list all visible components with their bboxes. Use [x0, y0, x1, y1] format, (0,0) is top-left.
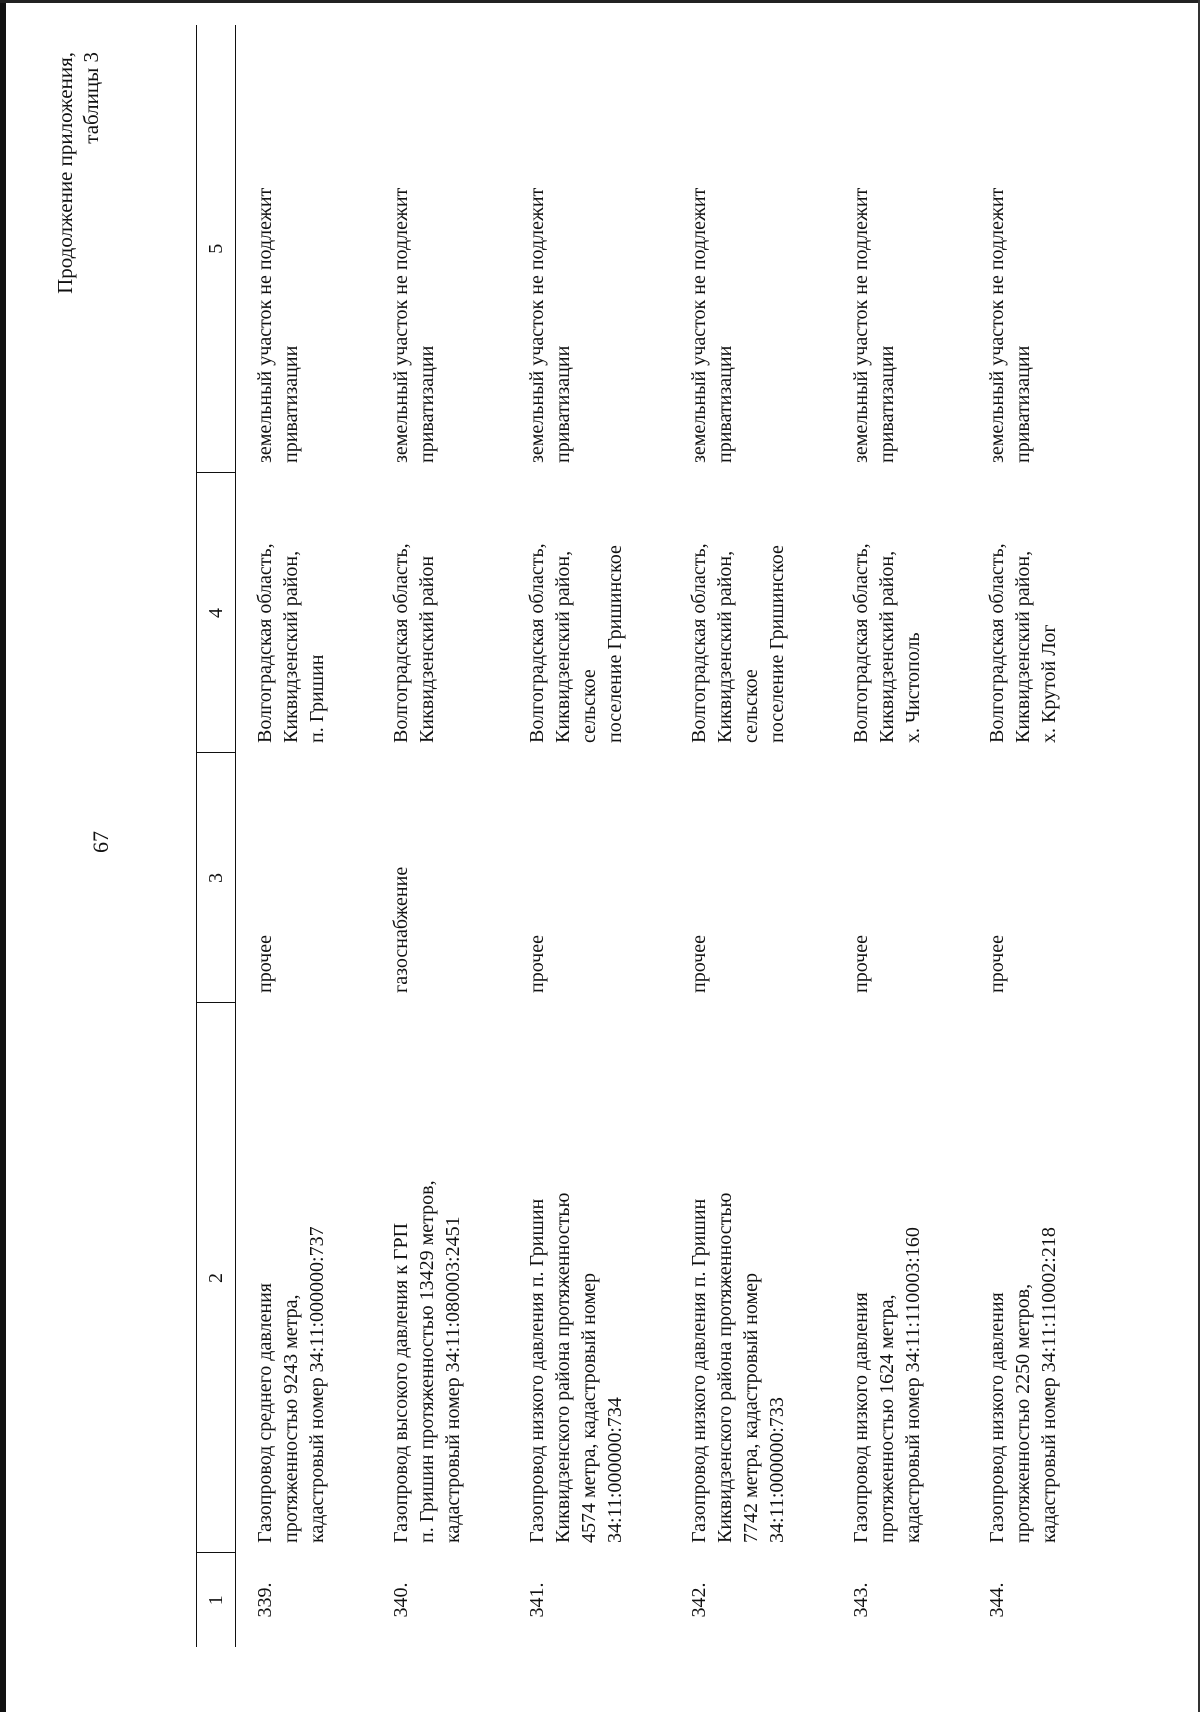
- cell-line: п. Гришин: [306, 654, 328, 743]
- purpose-cell: газоснабжение: [390, 866, 412, 993]
- property-table: [196, 25, 1104, 1647]
- cell-line: Волгоградская область,: [390, 543, 412, 743]
- cell-line: протяженностью 1624 метра,: [876, 1294, 898, 1543]
- column-header: 5: [197, 25, 236, 473]
- cell-line: х. Крутой Лог: [1038, 624, 1060, 743]
- note-cell: [670, 25, 832, 473]
- object-cell: [832, 1003, 968, 1553]
- cell-line: 4574 метра, кадастровый номер: [578, 1272, 600, 1543]
- cell-line: Волгоградская область,: [688, 543, 710, 743]
- cell-line: Газопровод низкого давления: [850, 1292, 872, 1543]
- cell-line: Волгоградская область,: [254, 543, 276, 743]
- location-cell: [968, 473, 1104, 753]
- cell-line: 34:11:000000:734: [604, 1397, 626, 1543]
- cell-line: х. Чистополь: [902, 632, 924, 743]
- cell-line: земельный участок не подлежит: [688, 187, 710, 463]
- row-number: 343.: [850, 1582, 872, 1618]
- continuation-line: Продолжение приложения,: [53, 52, 77, 294]
- cell-line: приватизации: [714, 345, 736, 463]
- cell-line: кадастровый номер 34:11:000000:737: [306, 1226, 328, 1543]
- cell-line: Киквидзенский район,: [280, 550, 302, 743]
- cell-line: Киквидзенского района протяженностью: [714, 1192, 736, 1543]
- column-header: 4: [197, 473, 236, 753]
- continuation-line: таблицы 3: [79, 52, 103, 144]
- table-row: [968, 25, 1104, 1647]
- row-number: 341.: [526, 1582, 548, 1618]
- table-row: [670, 25, 832, 1647]
- purpose-cell: прочее: [986, 935, 1008, 993]
- cell-line: 34:11:000000:733: [766, 1397, 788, 1543]
- cell-line: Киквидзенский район, сельское: [714, 550, 762, 743]
- cell-line: земельный участок не подлежит: [254, 187, 276, 463]
- table-row: [832, 25, 968, 1647]
- location-cell: [236, 473, 373, 753]
- cell-line: земельный участок не подлежит: [390, 187, 412, 463]
- column-header: 1: [197, 1553, 236, 1647]
- column-header: 3: [197, 753, 236, 1003]
- location-cell: [670, 473, 832, 753]
- cell-line: Газопровод низкого давления: [986, 1292, 1008, 1543]
- cell-line: Волгоградская область,: [526, 543, 548, 743]
- purpose-cell: прочее: [526, 935, 548, 993]
- cell-line: поселение Гришинское: [766, 545, 788, 743]
- object-cell: [670, 1003, 832, 1553]
- cell-line: Газопровод низкого давления п. Гришин: [688, 1198, 710, 1543]
- cell-line: Киквидзенский район,: [876, 550, 898, 743]
- row-number: 342.: [688, 1582, 710, 1618]
- continuation-note: [52, 52, 104, 352]
- location-cell: [372, 473, 508, 753]
- row-number: 340.: [390, 1582, 412, 1618]
- note-cell: [832, 25, 968, 473]
- object-cell: [968, 1003, 1104, 1553]
- cell-line: Киквидзенский район: [416, 555, 438, 743]
- location-cell: [832, 473, 968, 753]
- note-cell: [508, 25, 670, 473]
- table-row: [508, 25, 670, 1647]
- note-cell: [236, 25, 373, 473]
- cell-line: п. Гришин протяженностью 13429 метров,: [416, 1180, 438, 1543]
- note-cell: [968, 25, 1104, 473]
- cell-line: кадастровый номер 34:11:110003:160: [902, 1227, 924, 1543]
- column-header: 2: [197, 1003, 236, 1553]
- cell-line: Газопровод низкого давления п. Гришин: [526, 1198, 548, 1543]
- cell-line: земельный участок не подлежит: [526, 187, 548, 463]
- object-cell: [508, 1003, 670, 1553]
- cell-line: приватизации: [552, 345, 574, 463]
- cell-line: протяженностью 2250 метров,: [1012, 1283, 1034, 1543]
- cell-line: Газопровод высокого давления к ГРП: [390, 1222, 412, 1543]
- cell-line: Волгоградская область,: [850, 543, 872, 743]
- location-cell: [508, 473, 670, 753]
- cell-line: протяженностью 9243 метра,: [280, 1294, 302, 1543]
- cell-line: земельный участок не подлежит: [986, 187, 1008, 463]
- table-row: [372, 25, 508, 1647]
- cell-line: Волгоградская область,: [986, 543, 1008, 743]
- purpose-cell: прочее: [254, 935, 276, 993]
- page-number: 67: [88, 831, 113, 853]
- row-number: 339.: [254, 1582, 276, 1618]
- cell-line: Киквидзенского района протяженностью: [552, 1192, 574, 1543]
- cell-line: Киквидзенский район, сельское: [552, 550, 600, 743]
- cell-line: земельный участок не подлежит: [850, 187, 872, 463]
- cell-line: поселение Гришинское: [604, 545, 626, 743]
- note-cell: [372, 25, 508, 473]
- cell-line: приватизации: [876, 345, 898, 463]
- cell-line: Газопровод среднего давления: [254, 1283, 276, 1543]
- cell-line: кадастровый номер 34:11:110002:218: [1038, 1227, 1060, 1543]
- table-row: [236, 25, 373, 1647]
- purpose-cell: прочее: [850, 935, 872, 993]
- cell-line: приватизации: [1012, 345, 1034, 463]
- cell-line: приватизации: [280, 345, 302, 463]
- row-number: 344.: [986, 1582, 1008, 1618]
- object-cell: [372, 1003, 508, 1553]
- cell-line: кадастровый номер 34:11:080003:2451: [442, 1216, 464, 1543]
- cell-line: 7742 метра, кадастровый номер: [740, 1272, 762, 1543]
- cell-line: Киквидзенский район,: [1012, 550, 1034, 743]
- object-cell: [236, 1003, 373, 1553]
- table-header-row: [197, 25, 236, 1647]
- purpose-cell: прочее: [688, 935, 710, 993]
- cell-line: приватизации: [416, 345, 438, 463]
